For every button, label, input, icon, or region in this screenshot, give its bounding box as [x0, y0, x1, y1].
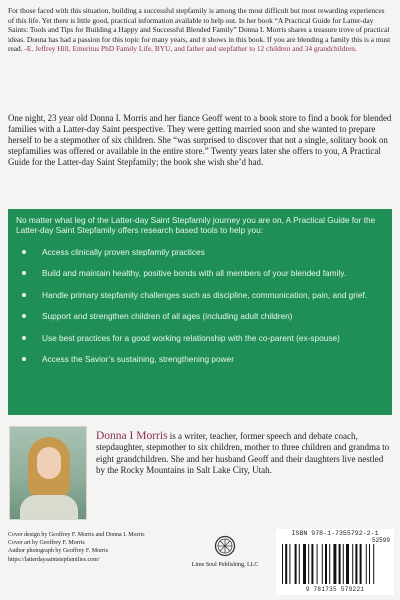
barcode-stripe [329, 544, 330, 584]
cover-art-credit: Cover art by Geoffrey F. Morris [8, 539, 85, 546]
barcode-stripe [295, 544, 297, 584]
author-name: Donna I Morris [96, 430, 168, 442]
barcode-stripe [333, 544, 336, 584]
benefit-item [20, 268, 382, 278]
author-photo-shirt [20, 495, 78, 520]
author-photo-face [37, 447, 61, 479]
barcode-stripe [317, 544, 318, 584]
barcode-stripe [299, 544, 300, 584]
publisher-name: Lime Soul Publishing, LLC [191, 562, 259, 568]
bullet-icon [22, 293, 26, 297]
barcode-bars [276, 544, 394, 586]
isbn-label: ISBN 978-1-7355792-2-1 [291, 530, 379, 537]
bullet-icon [22, 314, 26, 318]
barcode-stripe [322, 544, 323, 584]
lime-slice-icon [214, 535, 236, 557]
benefit-item [20, 311, 382, 321]
barcode-stripe [325, 544, 327, 584]
barcode-stripe [369, 544, 370, 584]
benefit-text: Handle primary stepfamily challenges such as discipline, communication, pain, and grief. [42, 289, 368, 300]
benefits-panel [8, 209, 392, 415]
benefit-text: Access clinically proven stepfamily practices [42, 247, 205, 257]
author-photo [9, 426, 87, 520]
benefits-lead: No matter what leg of the Latter-day Saint Stepfamily journey you are on, A Practical Guide for the Latter-day Saint Stepfamily offers research based tools to help you: [16, 215, 376, 236]
author-photo-credit: Author photograph by Geoffrey F. Morris [8, 547, 109, 554]
barcode-stripe [355, 544, 357, 584]
cover-design-credit: Cover design by Geoffrey F. Morris and Donna I. Morris [8, 532, 145, 538]
barcode-stripe [308, 544, 309, 584]
bullet-icon [22, 357, 26, 361]
blurb-text: For those faced with this situation, building a successful stepfamily is among the most difficult but most rewarding experiences of this life. Yet there is little good, practical information available to help out. In her book “A Practical Guide for Latter-day Saints: Tools and Tips for Building a Happy and Successful Blended Family” Donna I. Morris shares a treasure trove of practical ideas. Donna has had a passion for this topic for many years, and it shows in this book. If you are blending a family this is a must read. [8, 6, 391, 54]
bullet-icon [22, 271, 26, 275]
bullet-icon [22, 336, 26, 340]
endorsement-blurb [8, 6, 392, 54]
barcode-stripe [289, 544, 290, 584]
benefits-list [20, 247, 382, 375]
publisher-block [180, 535, 270, 568]
benefit-text: Build and maintain healthy, positive bonds with all members of your blended family. [42, 268, 347, 279]
author-bio-text: is a writer, teacher, former speech and debate coach, stepdaughter, stepmother to six children, mother to three children and grandma to eight grandchildren. She and her husband Geoff and their daughters live nestled by the Rocky Mountains in Salt Lake City, Utah. [96, 431, 390, 476]
barcode-stripe [285, 544, 287, 584]
benefit-item [20, 333, 382, 343]
isbn-barcode [276, 529, 394, 595]
price-code: 52599 [371, 537, 390, 544]
barcode-stripe [352, 544, 353, 584]
benefit-text: Support and strengthen children of all ages (including adult children) [42, 311, 293, 322]
benefit-text: Access the Savior’s sustaining, strengthening power [42, 354, 235, 365]
barcode-stripe [373, 544, 374, 584]
benefit-item [20, 354, 382, 364]
barcode-stripe [339, 544, 341, 584]
benefit-text: Use best practices for a good working relationship with the co-parent (ex-spouse) [42, 332, 340, 343]
benefit-item [20, 290, 382, 300]
barcode-stripe [303, 544, 306, 584]
barcode-stripe [311, 544, 313, 584]
cover-credits [8, 532, 188, 565]
benefit-item [20, 247, 382, 257]
barcode-stripe [343, 544, 344, 584]
barcode-stripe [282, 544, 283, 584]
barcode-digits: 9 781735 579221 [305, 586, 365, 593]
blurb-endorser: -E. Jeffrey Hill, Emeritus PhD Family Life, BYU, and father and stepfather to 12 children and 34 grandchildren. [22, 44, 357, 54]
barcode-stripe [366, 544, 367, 584]
intro-paragraph: One night, 23 year old Donna I. Morris and her fiance Geoff went to a book store to find a book for blended families with a Latter-day Saint perspective. They were getting married soon and she wanted to prepare herself to be a stepmother of six children. She “was surprised to discover that not a single, solitary book on stepfamilies was offered or available in the entire store.” Twenty years later she offers to you, A Practical Guide for the Latter-day Saint Stepfamily; the book she wish she’d had. [8, 113, 392, 168]
barcode-stripe [346, 544, 349, 584]
barcode-stripe [360, 544, 362, 584]
bullet-icon [22, 250, 26, 254]
website-link[interactable]: https://latterdaysaintstepfamilies.com/ [8, 557, 100, 564]
author-bio [96, 431, 392, 477]
